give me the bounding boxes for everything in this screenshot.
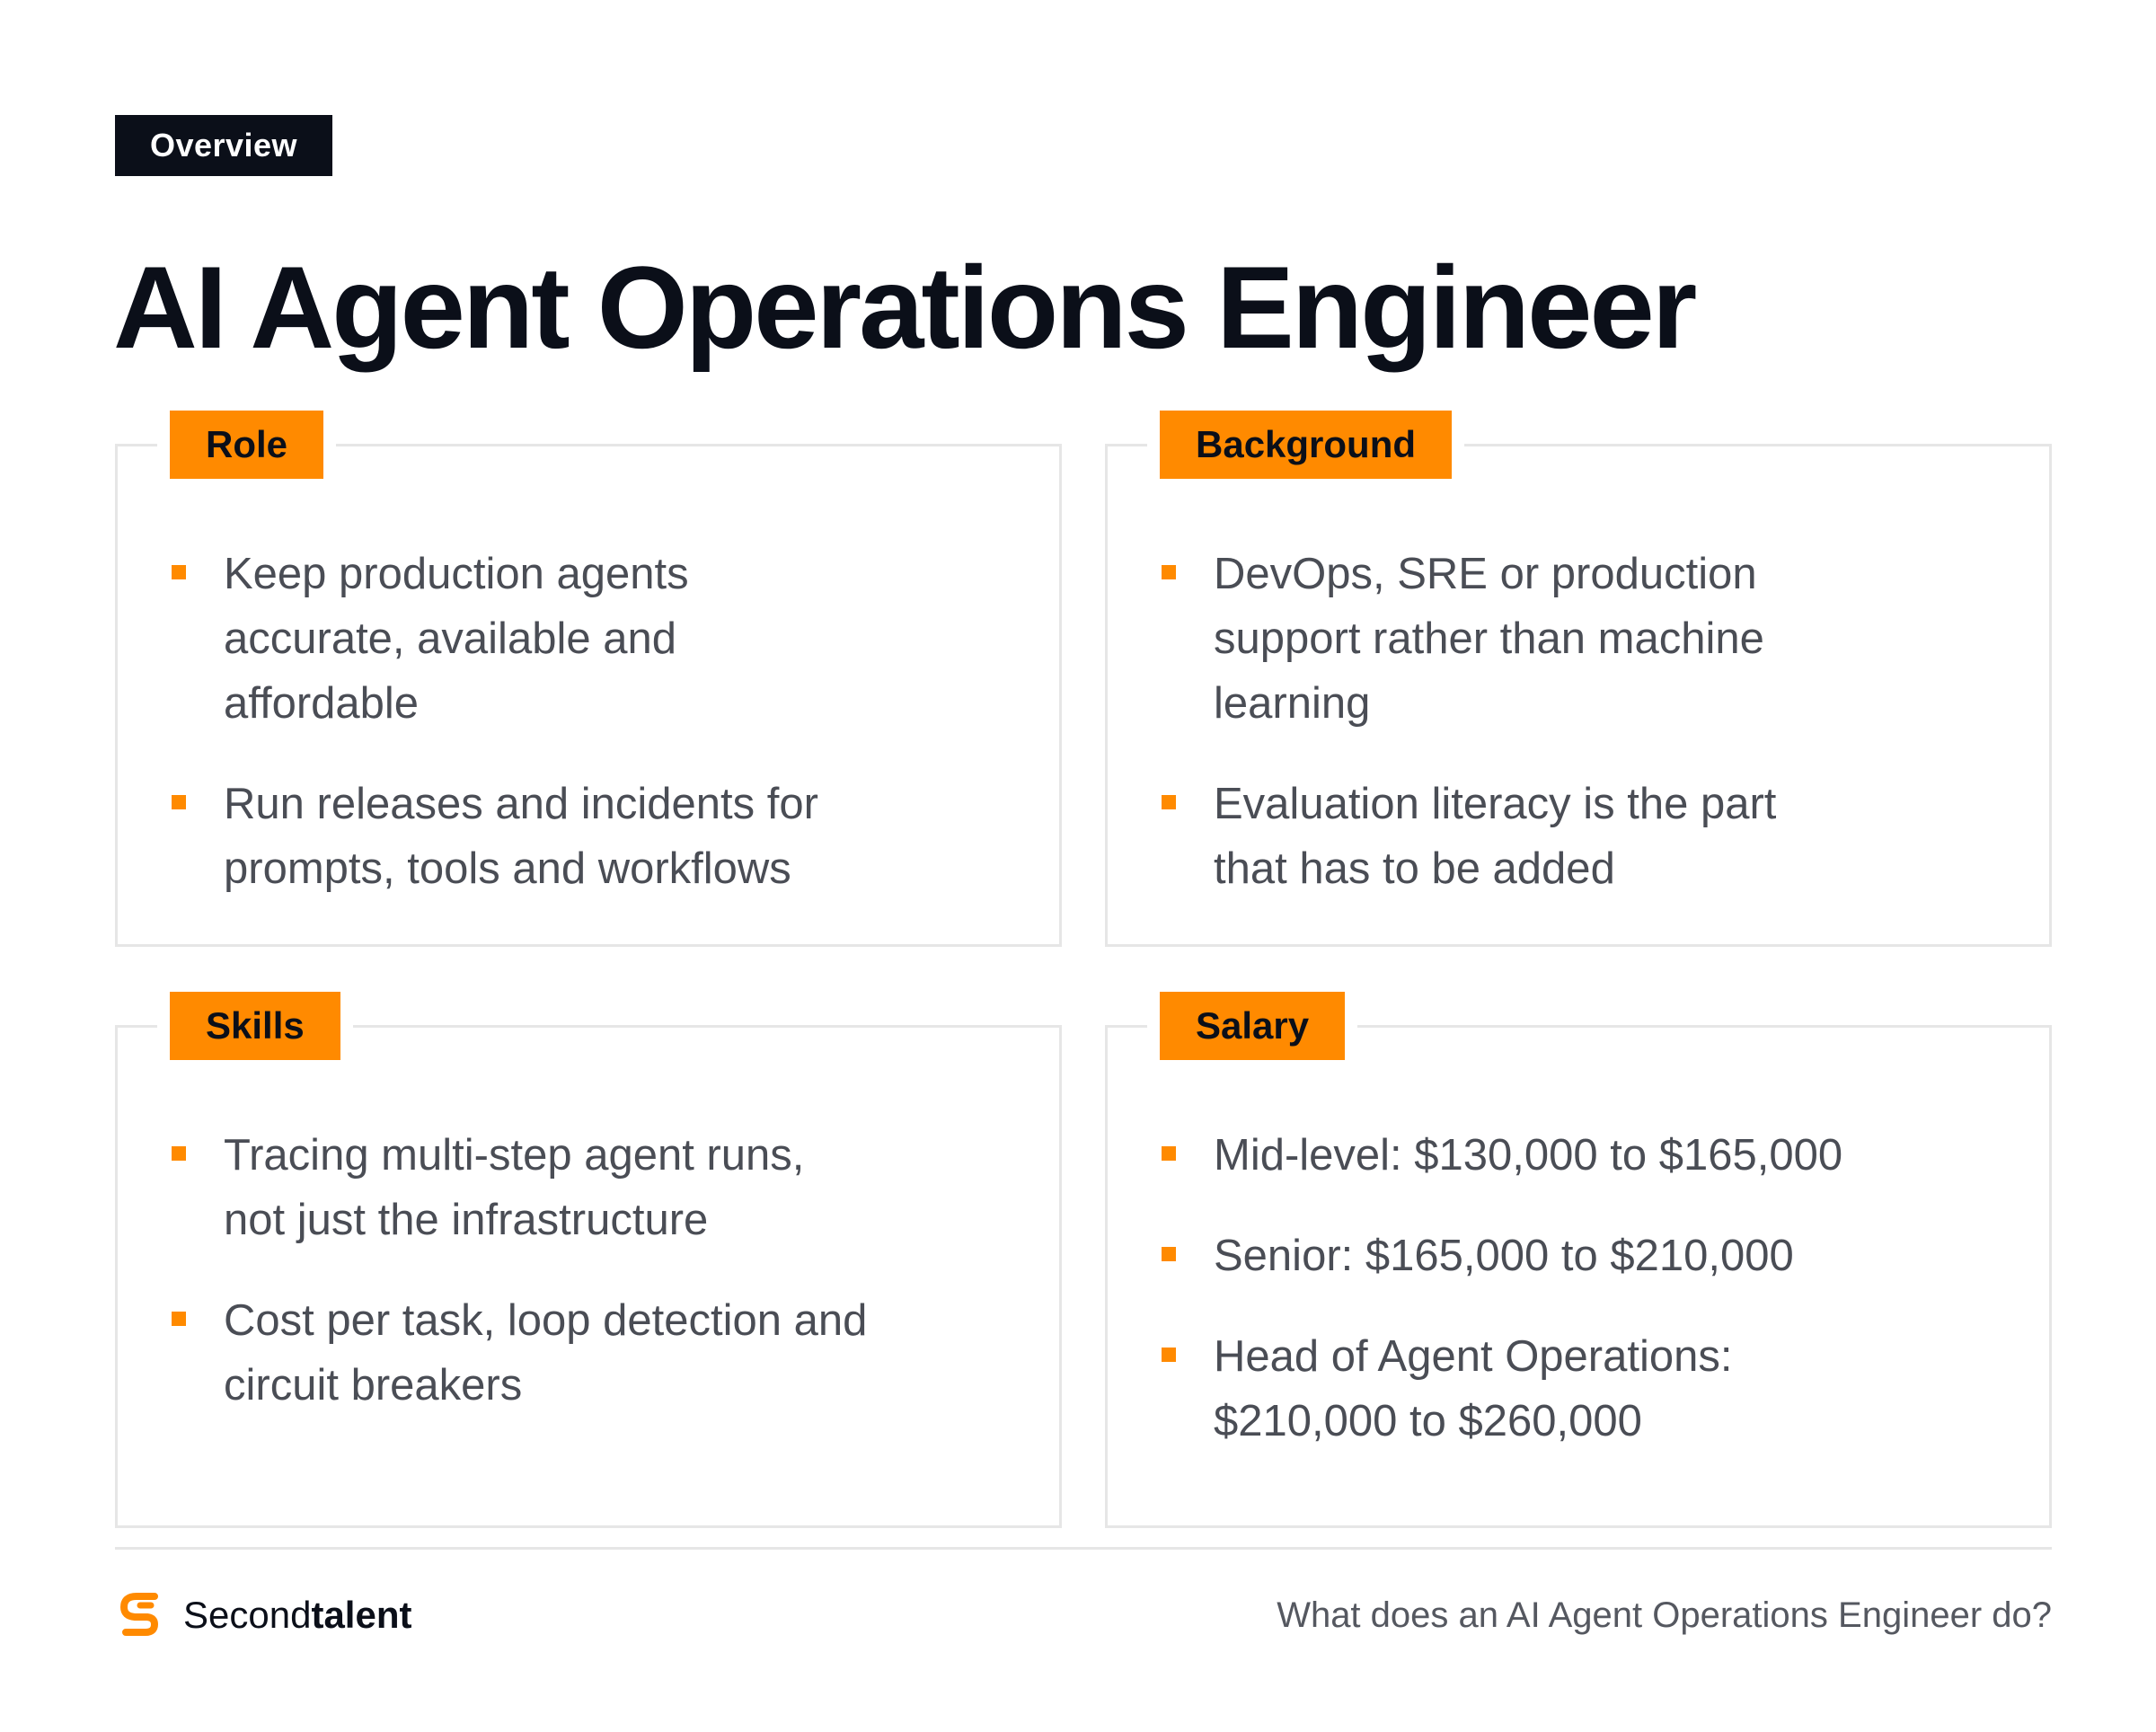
logo-wordmark [183,1594,411,1637]
role-card-label: Role [170,411,323,479]
role-bullet-list [170,542,1023,937]
bullet-text: DevOps, SRE or production support rather than machine learning [1214,550,1764,728]
orange-square-bullet-icon [172,565,186,579]
orange-square-bullet-icon [172,795,186,809]
orange-square-bullet-icon [172,1312,186,1326]
orange-square-bullet-icon [172,1146,186,1161]
salary-card [1105,1004,2052,1528]
page-title: AI Agent Operations Engineer [113,242,1695,373]
bullet-text: Head of Agent Operations: $210,000 to $260,000 [1214,1332,1733,1445]
orange-square-bullet-icon [1162,795,1176,809]
bullet-text: Keep production agents accurate, available and affordable [224,550,689,728]
overview-tag: Overview [115,115,332,176]
secondtalent-s-logo-icon [115,1589,167,1641]
salary-card-label: Salary [1160,992,1345,1060]
logo-wordmark-bold: talent [311,1594,412,1636]
orange-square-bullet-icon [1162,565,1176,579]
bullet-text: Tracing multi-step agent runs, not just the infrastructure [224,1131,805,1244]
role-card [115,423,1062,947]
bullet-text: Mid-level: $130,000 to $165,000 [1214,1131,1843,1180]
list-item [170,772,1023,901]
list-item [170,542,1023,736]
logo-wordmark-light: Second [183,1594,312,1636]
list-item [1160,1324,2013,1454]
secondtalent-logo [115,1586,411,1644]
bullet-text: Cost per task, loop detection and circuit breakers [224,1296,868,1409]
orange-square-bullet-icon [1162,1247,1176,1261]
background-bullet-list [1160,542,2013,937]
salary-bullet-list [1160,1123,2013,1489]
list-item [170,1123,1023,1252]
skills-bullet-list [170,1123,1023,1454]
list-item [1160,1123,2013,1188]
skills-card-label: Skills [170,992,340,1060]
bullet-text: Senior: $165,000 to $210,000 [1214,1232,1794,1280]
orange-square-bullet-icon [1162,1146,1176,1161]
orange-square-bullet-icon [1162,1348,1176,1362]
background-card [1105,423,2052,947]
background-card-label: Background [1160,411,1452,479]
list-item [1160,542,2013,736]
bullet-text: Evaluation literacy is the part that has to be added [1214,780,1777,893]
list-item [1160,772,2013,901]
list-item [170,1288,1023,1418]
list-item [1160,1224,2013,1288]
footer-caption: What does an AI Agent Operations Engineer do? [1277,1595,2052,1635]
footer-divider [115,1547,2052,1550]
bullet-text: Run releases and incidents for prompts, tools and workflows [224,780,818,893]
skills-card [115,1004,1062,1528]
